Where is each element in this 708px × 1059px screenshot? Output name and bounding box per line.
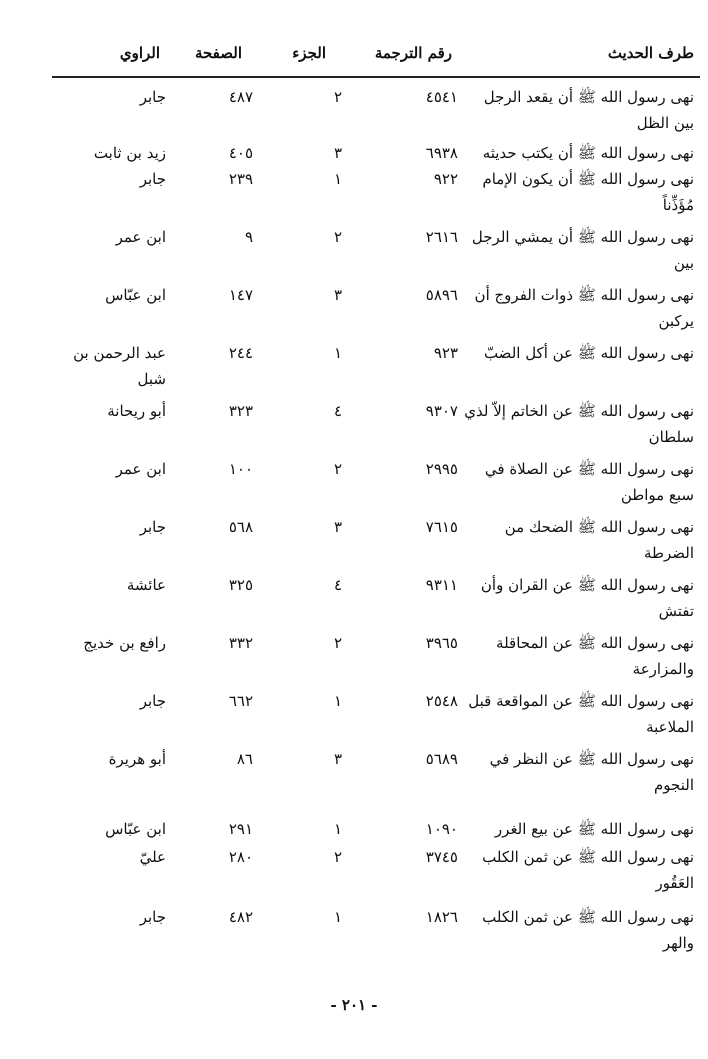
juz-number: ٢	[333, 228, 343, 246]
table-row	[0, 166, 708, 226]
hadith-title: نهى رسول الله ﷺ عن القران وأن تفتش	[480, 576, 694, 620]
tarjama-number: ٩٢٢	[433, 170, 458, 188]
juz-number: ٣	[333, 750, 343, 768]
hadith-title: نهى رسول الله ﷺ عن بيع الغرر	[494, 820, 694, 838]
tarjama-number: ٢٦١٦	[425, 228, 458, 246]
table-row	[0, 688, 708, 748]
juz-number: ٤	[333, 576, 343, 594]
juz-number: ٢	[333, 460, 343, 478]
page-number: ٨٦	[236, 750, 253, 768]
hadith-title: نهى رسول الله ﷺ عن الخاتم إلاّ لذي سلطان	[464, 402, 694, 446]
tarjama-number: ٣٩٦٥	[425, 634, 458, 652]
hadith-title: نهى رسول الله ﷺ عن ثمن الكلب العَقُور	[482, 848, 694, 892]
page-number: ١٠٠	[228, 460, 253, 478]
juz-number: ١	[333, 344, 343, 362]
tarjama-number: ٣٧٤٥	[425, 848, 458, 866]
page-number: ٢٩١	[228, 820, 253, 838]
page-number: ٣٢٣	[228, 402, 253, 420]
table-row	[0, 224, 708, 284]
tarjama-number: ٥٨٩٦	[425, 286, 458, 304]
page-number: ٣٢٥	[228, 576, 253, 594]
juz-number: ٢	[333, 848, 343, 866]
hadith-title: نهى رسول الله ﷺ أن يكون الإمام مُؤَذِّناً	[482, 170, 694, 214]
tarjama-number: ٢٩٩٥	[425, 460, 458, 478]
juz-number: ٣	[333, 144, 343, 162]
narrator: جابر	[139, 88, 166, 106]
narrator: أبو هريرة	[108, 750, 166, 768]
page-number: ١٤٧	[228, 286, 253, 304]
table-row	[0, 904, 708, 964]
table-row	[0, 340, 708, 400]
juz-number: ٣	[333, 518, 343, 536]
narrator: عائشة	[126, 576, 166, 594]
hadith-title: نهى رسول الله ﷺ ذوات الفروج أن يركبن	[474, 286, 694, 330]
table-header	[0, 44, 708, 72]
juz-number: ١	[333, 908, 343, 926]
table-row	[0, 282, 708, 342]
narrator: عبد الرحمن بن شبل	[73, 344, 166, 388]
tarjama-number: ٩٢٣	[433, 344, 458, 362]
narrator: ابن عبّاس	[105, 286, 166, 304]
table-row	[0, 572, 708, 632]
juz-number: ٤	[333, 402, 343, 420]
page-number: ٤٠٥	[228, 144, 253, 162]
page-number: ٣٣٢	[228, 634, 253, 652]
hadith-title: نهى رسول الله ﷺ عن أكل الضبّ	[483, 344, 694, 362]
page-number: ٩	[244, 228, 253, 246]
narrator: جابر	[139, 170, 166, 188]
header-tarjama-number: رقم الترجمة	[374, 44, 452, 62]
page-footer-number: - ٢٠١ -	[330, 996, 378, 1014]
page-number: ٤٨٢	[228, 908, 253, 926]
juz-number: ١	[333, 692, 343, 710]
tarjama-number: ١٠٩٠	[425, 820, 458, 838]
tarjama-number: ٩٣٠٧	[425, 402, 458, 420]
table-row	[0, 398, 708, 458]
tarjama-number: ١٨٢٦	[425, 908, 458, 926]
hadith-title: نهى رسول الله ﷺ أن يمشي الرجل بين	[471, 228, 694, 272]
table-row	[0, 456, 708, 516]
page-number: ٢٨٠	[228, 848, 253, 866]
tarjama-number: ٦٩٣٨	[425, 144, 458, 162]
hadith-title: نهى رسول الله ﷺ عن المحاقلة والمزارعة	[496, 634, 694, 678]
header-hadith-title: طرف الحديث	[607, 44, 694, 62]
hadith-title: نهى رسول الله ﷺ عن ثمن الكلب والهر	[482, 908, 694, 952]
juz-number: ١	[333, 820, 343, 838]
tarjama-number: ٤٥٤١	[425, 88, 458, 106]
juz-number: ٢	[333, 634, 343, 652]
page-number: ٢٣٩	[228, 170, 253, 188]
narrator: أبو ريحانة	[107, 402, 166, 420]
header-divider	[52, 76, 700, 78]
hadith-title: نهى رسول الله ﷺ الضحك من الضرطة	[504, 518, 694, 562]
hadith-title: نهى رسول الله ﷺ أن يقعد الرجل بين الظل	[483, 88, 694, 132]
narrator: رافع بن خديج	[83, 634, 166, 652]
narrator: جابر	[139, 518, 166, 536]
page-number: ٢٤٤	[228, 344, 253, 362]
header-juz: الجزء	[292, 44, 326, 62]
narrator: ابن عبّاس	[105, 820, 166, 838]
table-row	[0, 514, 708, 574]
hadith-title: نهى رسول الله ﷺ عن الصلاة في سبع مواطن	[484, 460, 694, 504]
page-number: ٤٨٧	[228, 88, 253, 106]
table-row	[0, 844, 708, 904]
table-row	[0, 630, 708, 690]
header-narrator: الراوي	[119, 44, 160, 62]
narrator: جابر	[139, 908, 166, 926]
tarjama-number: ٥٦٨٩	[425, 750, 458, 768]
juz-number: ٢	[333, 88, 343, 106]
page-number: ٥٦٨	[228, 518, 253, 536]
tarjama-number: ٩٣١١	[425, 576, 458, 594]
narrator: عليّ	[139, 848, 166, 866]
tarjama-number: ٧٦١٥	[425, 518, 458, 536]
header-page: الصفحة	[194, 44, 242, 62]
hadith-title: نهى رسول الله ﷺ عن النظر في النجوم	[489, 750, 694, 794]
hadith-title: نهى رسول الله ﷺ أن يكتب حديثه	[482, 144, 694, 162]
narrator: زيد بن ثابت	[93, 144, 166, 162]
juz-number: ١	[333, 170, 343, 188]
narrator: جابر	[139, 692, 166, 710]
table-row	[0, 84, 708, 144]
tarjama-number: ٢٥٤٨	[425, 692, 458, 710]
hadith-title: نهى رسول الله ﷺ عن المواقعة قبل الملاعبة	[468, 692, 694, 736]
narrator: ابن عمر	[115, 228, 166, 246]
table-row	[0, 746, 708, 806]
juz-number: ٣	[333, 286, 343, 304]
page-number: ٦٦٢	[228, 692, 253, 710]
narrator: ابن عمر	[115, 460, 166, 478]
